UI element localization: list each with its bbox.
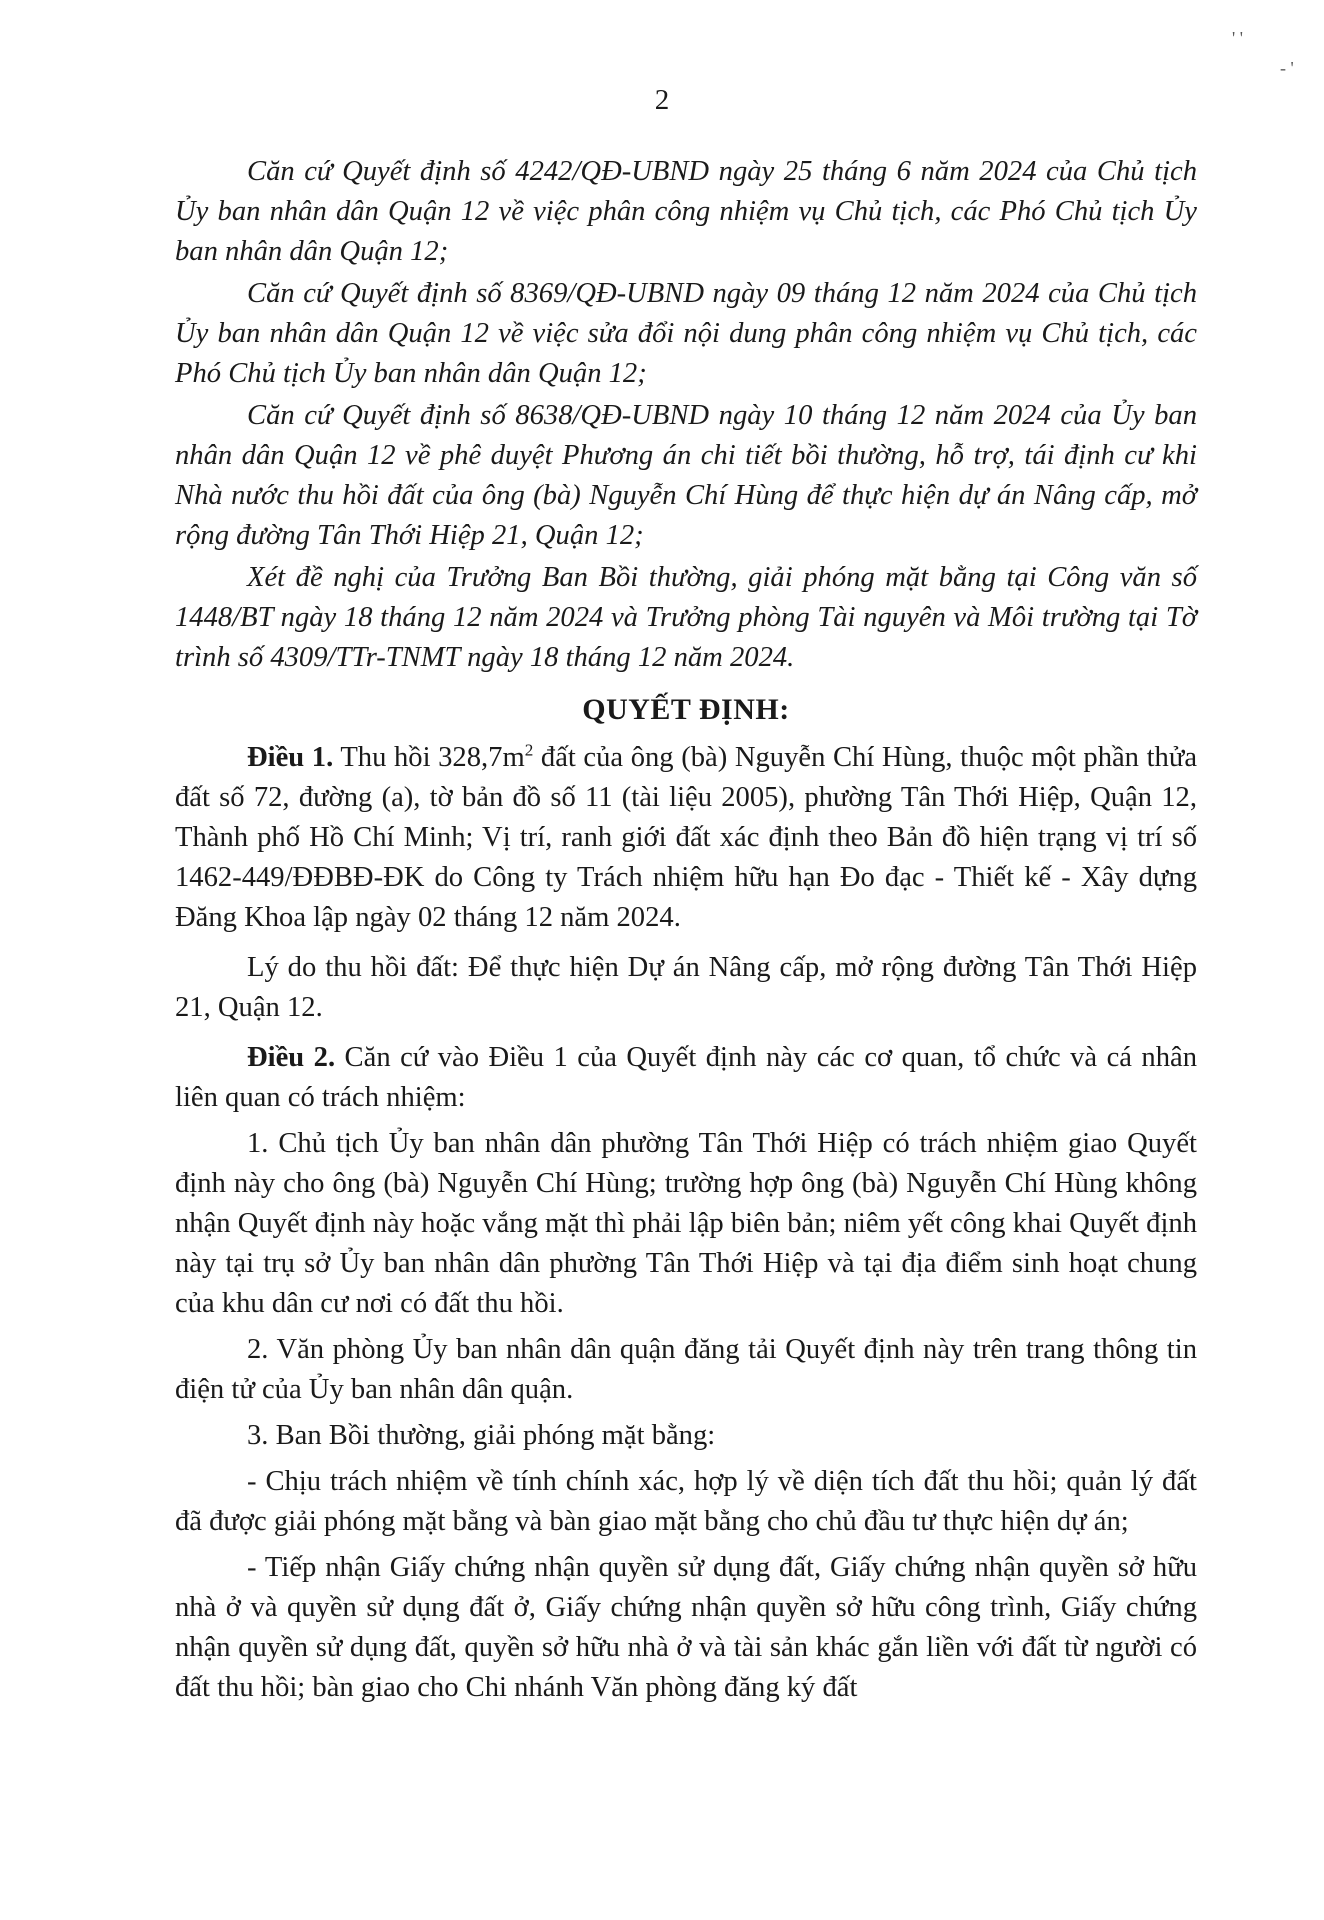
page-number: 2 bbox=[654, 84, 670, 116]
document-body bbox=[175, 152, 1197, 1714]
preamble-paragraph: Căn cứ Quyết định số 4242/QĐ-UBND ngày 25 tháng 6 năm 2024 của Chủ tịch Ủy ban nhân dân Quận 12 về việc phân công nhiệm vụ Chủ tịch, các Phó Chủ tịch Ủy ban nhân dân Quận 12; bbox=[175, 156, 1197, 267]
article-2-item: 2. Văn phòng Ủy ban nhân dân quận đăng tải Quyết định này trên trang thông tin điện tử của Ủy ban nhân dân quận. bbox=[175, 1334, 1197, 1405]
decision-heading: QUYẾT ĐỊNH: bbox=[582, 693, 790, 726]
article-1-text-cont: đất của ông (bà) Nguyễn Chí Hùng, thuộc một phần thửa đất số 72, đường (a), tờ bản đồ số 11 (tài liệu 2005), phường Tân Thới Hiệp, Quận 12, Thành phố Hồ Chí Minh; Vị trí, ranh giới đất xác định theo Bản đồ hiện trạng vị trí số 1462-449/ĐĐBĐ-ĐK do Công ty Trách nhiệm hữu hạn Đo đạc - Thiết kế - Xây dựng Đăng Khoa lập ngày 02 tháng 12 năm 2024. bbox=[175, 742, 1198, 933]
article-2-item: 1. Chủ tịch Ủy ban nhân dân phường Tân Thới Hiệp có trách nhiệm giao Quyết định này cho ông (bà) Nguyễn Chí Hùng; trường hợp ông (bà) Nguyễn Chí Hùng không nhận Quyết định này hoặc vắng mặt thì phải lập biên bản; niêm yết công khai Quyết định này tại trụ sở Ủy ban nhân dân phường Tân Thới Hiệp và tại địa điểm sinh hoạt chung của khu dân cư nơi có đất thu hồi. bbox=[175, 1128, 1197, 1319]
article-2-item: 3. Ban Bồi thường, giải phóng mặt bằng: bbox=[247, 1420, 716, 1451]
article-1 bbox=[175, 738, 1197, 938]
article-2-text: Căn cứ vào Điều 1 của Quyết định này các cơ quan, tổ chức và cá nhân liên quan có trách nhiệm: bbox=[175, 1042, 1197, 1113]
preamble-paragraph: Căn cứ Quyết định số 8369/QĐ-UBND ngày 09 tháng 12 năm 2024 của Chủ tịch Ủy ban nhân dân Quận 12 về việc sửa đổi nội dung phân công nhiệm vụ Chủ tịch, các Phó Chủ tịch Ủy ban nhân dân Quận 12; bbox=[175, 278, 1197, 389]
preamble-paragraph: Căn cứ Quyết định số 8638/QĐ-UBND ngày 10 tháng 12 năm 2024 của Ủy ban nhân dân Quận 12 về phê duyệt Phương án chi tiết bồi thường, hỗ trợ, tái định cư khi Nhà nước thu hồi đất của ông (bà) Nguyễn Chí Hùng để thực hiện dự án Nâng cấp, mở rộng đường Tân Thới Hiệp 21, Quận 12; bbox=[175, 400, 1197, 551]
article-1-label: Điều 1. bbox=[247, 742, 334, 773]
article-2 bbox=[175, 1038, 1197, 1118]
area-unit-superscript: 2 bbox=[524, 740, 534, 760]
article-1-reason: Lý do thu hồi đất: Để thực hiện Dự án Nâng cấp, mở rộng đường Tân Thới Hiệp 21, Quận 12. bbox=[175, 952, 1197, 1023]
scan-mark: - ' bbox=[1280, 58, 1294, 78]
article-1-text: Thu hồi 328,7m bbox=[333, 742, 525, 773]
scan-mark: ' ' bbox=[1232, 28, 1243, 48]
article-2-item: - Chịu trách nhiệm về tính chính xác, hợp lý về diện tích đất thu hồi; quản lý đất đã được giải phóng mặt bằng và bàn giao mặt bằng cho chủ đầu tư thực hiện dự án; bbox=[175, 1466, 1197, 1537]
article-2-item: - Tiếp nhận Giấy chứng nhận quyền sử dụng đất, Giấy chứng nhận quyền sở hữu nhà ở và quyền sử dụng đất ở, Giấy chứng nhận quyền sở hữu công trình, Giấy chứng nhận quyền sử dụng đất, quyền sở hữu nhà ở và tài sản khác gắn liền với đất từ người có đất thu hồi; bàn giao cho Chi nhánh Văn phòng đăng ký đất bbox=[175, 1552, 1197, 1703]
article-2-label: Điều 2. bbox=[247, 1042, 336, 1073]
preamble-paragraph: Xét đề nghị của Trưởng Ban Bồi thường, giải phóng mặt bằng tại Công văn số 1448/BT ngày 18 tháng 12 năm 2024 và Trưởng phòng Tài nguyên và Môi trường tại Tờ trình số 4309/TTr-TNMT ngày 18 tháng 12 năm 2024. bbox=[175, 562, 1197, 673]
